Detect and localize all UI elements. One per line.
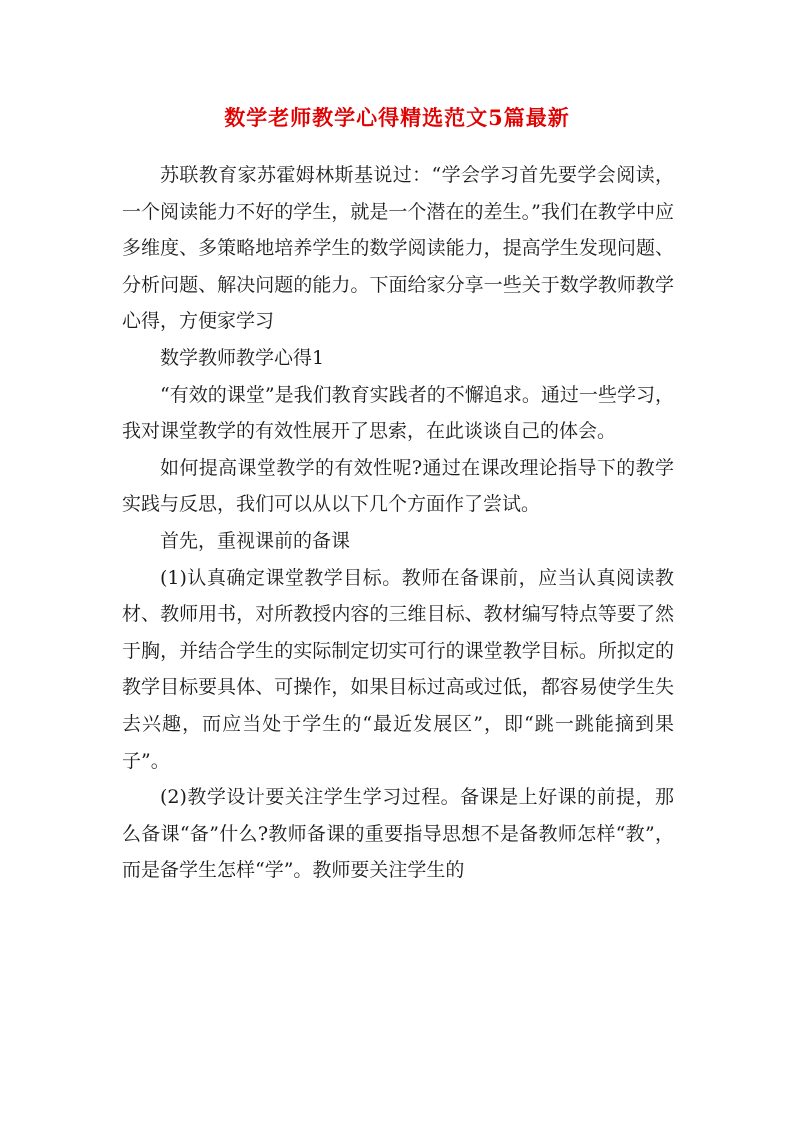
paragraph: (2)教学设计要关注学生学习过程。备课是上好课的前提，那么备课“备”什么?教师备课的重要指导思想不是备教师怎样“教”，而是备学生怎样“学”。教师要关注学生的 — [122, 786, 674, 882]
paragraph-subheading: 首先，重视课前的备课 — [160, 529, 351, 552]
paragraph: 如何提高课堂教学的有效性呢?通过在课改理论指导下的教学实践与反思，我们可以从以下几个方面作了尝试。 — [122, 456, 674, 516]
paragraph: “有效的课堂”是我们教育实践者的不懈追求。通过一些学习，我对课堂教学的有效性展开了思索，在此谈谈自己的体会。 — [122, 383, 674, 443]
paragraph: (1)认真确定课堂教学目标。教师在备课前，应当认真阅读教材、教师用书，对所教授内容的三维目标、教材编写特点等要了然于胸，并结合学生的实际制定切实可行的课堂教学目标。所拟定的教学目标要具体、可操作，如果目标过高或过低，都容易使学生失去兴趣，而应当处于学生的“最近发展区”，即“跳一跳能摘到果子”。 — [122, 566, 674, 772]
document-body — [122, 157, 674, 889]
paragraph-intro: 苏联教育家苏霍姆林斯基说过：“学会学习首先要学会阅读，一个阅读能力不好的学生，就是一个潜在的差生。”我们在教学中应多维度、多策略地培养学生的数学阅读能力，提高学生发现问题、分析问题、解决问题的能力。下面给家分享一些关于数学教师教学心得，方便家学习 — [122, 164, 674, 333]
document-title: 数学老师教学心得精选范文5篇最新 — [224, 105, 570, 130]
paragraph-section-heading: 数学教师教学心得1 — [160, 346, 325, 369]
